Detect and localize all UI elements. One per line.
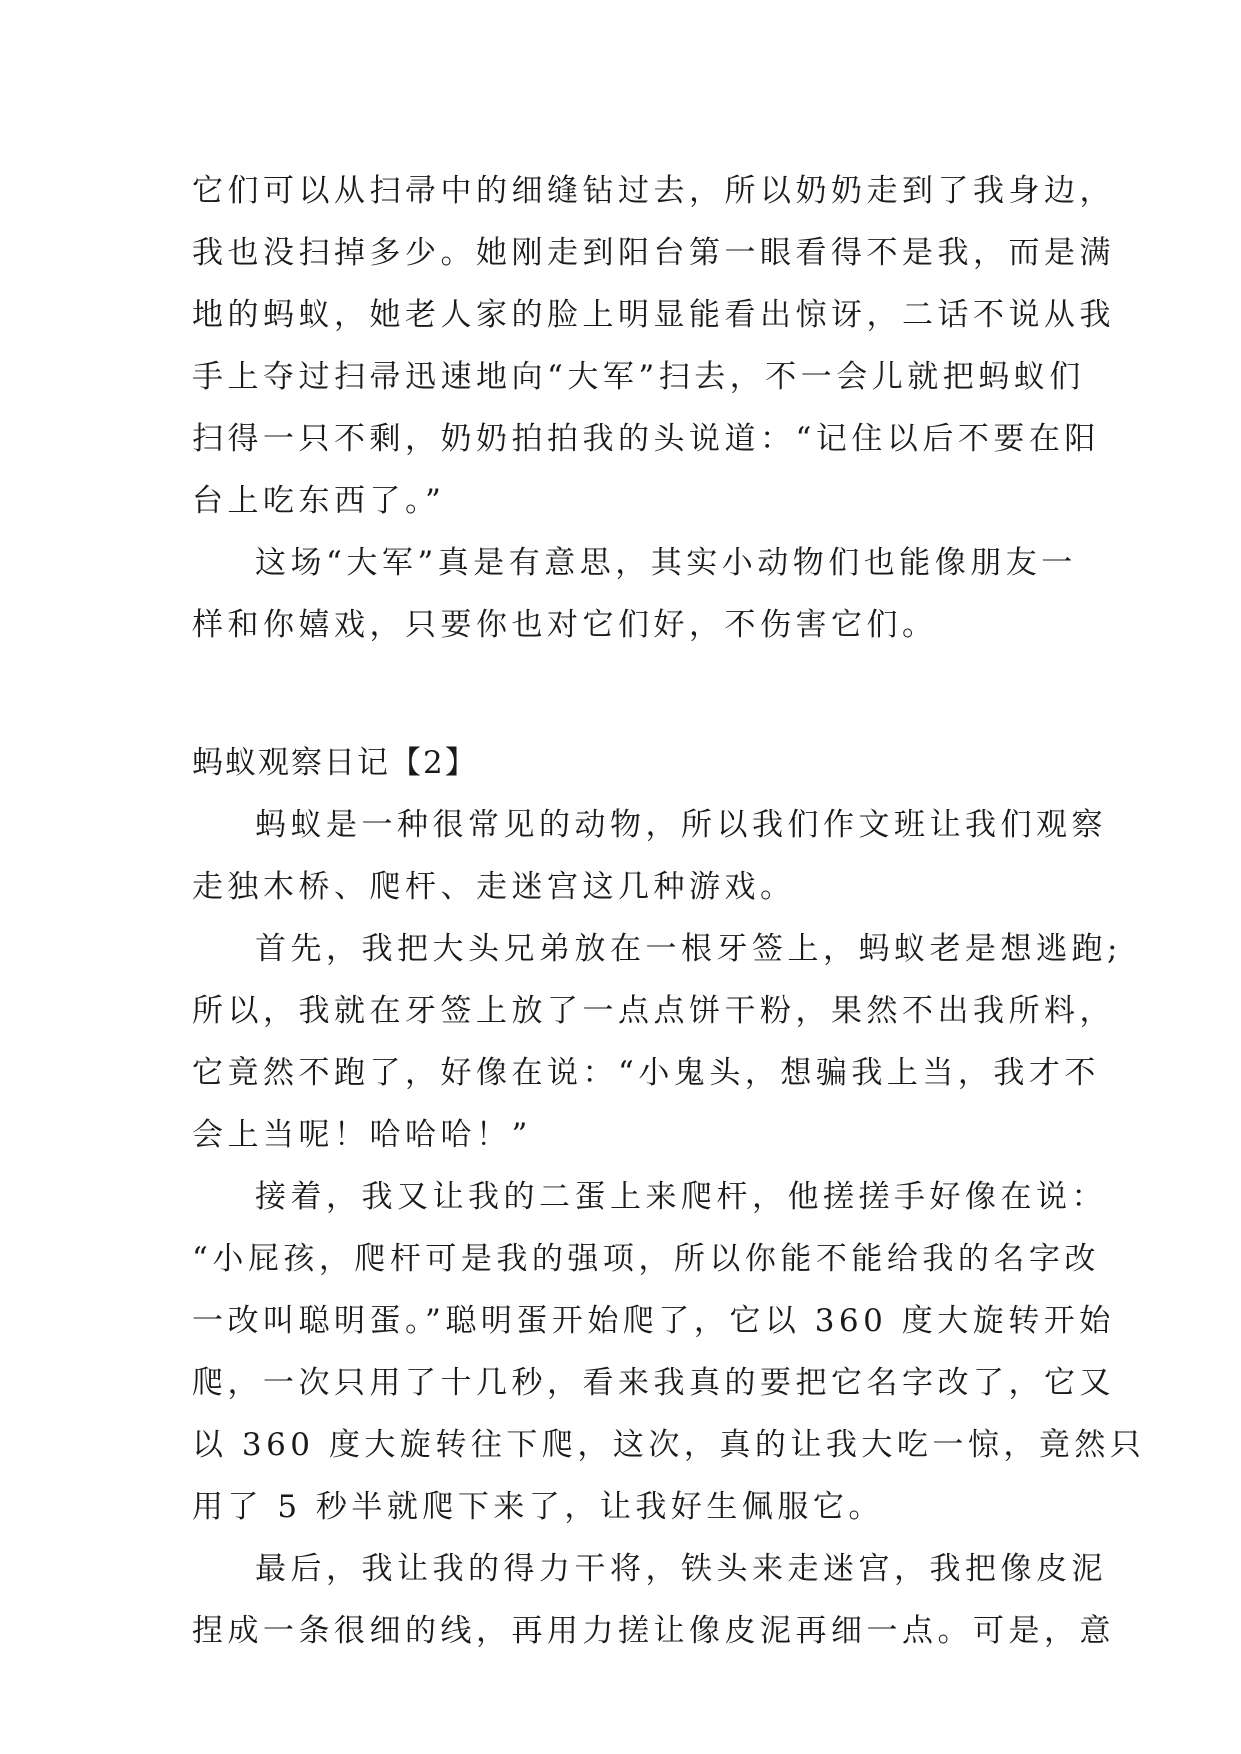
document-body — [192, 160, 1146, 1662]
text-line: 走独木桥、爬杆、走迷宫这几种游戏。 — [192, 869, 796, 905]
text-line: 地的蚂蚁，她老人家的脸上明显能看出惊讶，二话不说从我 — [192, 297, 1115, 333]
text-line: “小屁孩，爬杆可是我的强项，所以你能不能给我的名字改 — [192, 1241, 1100, 1277]
text-line: 我也没扫掉多少。她刚走到阳台第一眼看得不是我，而是满 — [192, 235, 1115, 271]
text-line: 爬，一次只用了十几秒，看来我真的要把它名字改了，它又 — [192, 1365, 1115, 1401]
text-line: 蚂蚁是一种很常见的动物，所以我们作文班让我们观察 — [255, 807, 1107, 843]
paragraph — [192, 1166, 1146, 1538]
text-line: 接着，我又让我的二蛋上来爬杆，他搓搓手好像在说： — [255, 1179, 1107, 1215]
paragraph — [192, 918, 1122, 1166]
paragraph — [192, 794, 1107, 918]
paragraph — [192, 1538, 1115, 1662]
text-line: 样和你嬉戏，只要你也对它们好，不伤害它们。 — [192, 607, 938, 643]
text-line: 所以，我就在牙签上放了一点点饼干粉，果然不出我所料， — [192, 993, 1115, 1029]
text-line: 首先，我把大头兄弟放在一根牙签上，蚂蚁老是想逃跑; — [255, 931, 1122, 967]
text-line: 手上夺过扫帚迅速地向“大军”扫去，不一会儿就把蚂蚁们 — [192, 359, 1085, 395]
text-line: 捏成一条很细的线，再用力搓让像皮泥再细一点。可是，意 — [192, 1613, 1115, 1649]
section-title: 蚂蚁观察日记【2】 — [192, 745, 478, 781]
text-line: 扫得一只不剩，奶奶拍拍我的头说道：“记住以后不要在阳 — [192, 421, 1100, 457]
text-line: 最后，我让我的得力干将，铁头来走迷宫，我把像皮泥 — [255, 1551, 1107, 1587]
text-line: 这场“大军”真是有意思，其实小动物们也能像朋友一 — [255, 545, 1077, 581]
text-line: 它们可以从扫帚中的细缝钻过去，所以奶奶走到了我身边， — [192, 173, 1115, 209]
paragraph — [192, 160, 1115, 532]
text-line: 用了 5 秒半就爬下来了，让我好生佩服它。 — [192, 1489, 884, 1525]
text-line: 一改叫聪明蛋。”聪明蛋开始爬了，它以 360 度大旋转开始 — [192, 1303, 1115, 1339]
text-line: 台上吃东西了。” — [192, 483, 446, 519]
text-line: 会上当呢！哈哈哈！” — [192, 1117, 532, 1153]
paragraph — [192, 532, 1077, 656]
text-line: 它竟然不跑了，好像在说：“小鬼头，想骗我上当，我才不 — [192, 1055, 1100, 1091]
text-line: 以 360 度大旋转往下爬，这次，真的让我大吃一惊，竟然只 — [192, 1427, 1146, 1463]
section-spacer — [192, 656, 1052, 732]
